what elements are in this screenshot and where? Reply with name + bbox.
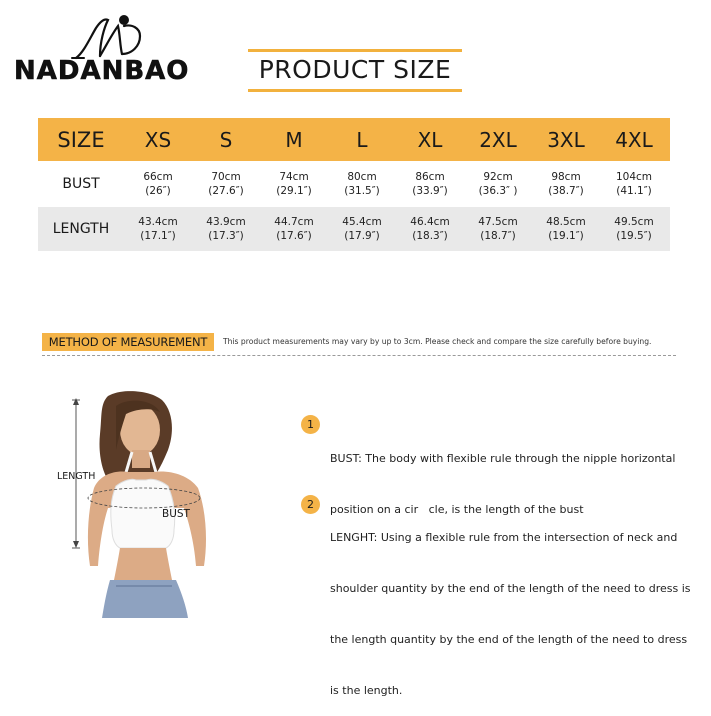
cell-cm: 44.7cm <box>274 216 314 228</box>
cell-in: (33.9″) <box>412 185 448 197</box>
header-size-xs: XS <box>144 127 172 152</box>
header-size-3xl: 3XL <box>547 127 585 152</box>
cell-cm: 49.5cm <box>614 216 654 228</box>
cell-in: (18.7″) <box>480 230 516 242</box>
cell-cm: 45.4cm <box>342 216 382 228</box>
cell-in: (38.7″) <box>548 185 584 197</box>
header-size-4xl: 4XL <box>615 127 653 152</box>
table-cell <box>600 207 668 251</box>
model-illustration <box>46 390 246 618</box>
cell-in: (17.9″) <box>344 230 380 242</box>
cell-in: (19.5″) <box>616 230 652 242</box>
cell-cm: 92cm <box>483 171 513 183</box>
table-cell <box>532 161 600 207</box>
cell-cm: 47.5cm <box>478 216 518 228</box>
page-title: PRODUCT SIZE <box>258 55 452 84</box>
cell-cm: 66cm <box>143 171 173 183</box>
instruction-line: LENGHT: Using a flexible rule from the intersection of neck and <box>330 531 678 544</box>
table-cell <box>464 161 532 207</box>
table-cell <box>532 207 600 251</box>
table-cell <box>328 161 396 207</box>
cell-in: (17.3″) <box>208 230 244 242</box>
title-rule-bottom <box>248 89 462 92</box>
cell-in: (41.1″) <box>616 185 652 197</box>
size-table <box>38 118 670 251</box>
cell-cm: 74cm <box>279 171 309 183</box>
table-cell <box>192 207 260 251</box>
table-cell <box>396 207 464 251</box>
table-cell <box>192 161 260 207</box>
cell-cm: 70cm <box>211 171 241 183</box>
table-row-bust <box>38 161 670 207</box>
table-cell <box>328 207 396 251</box>
row-label-length: LENGTH <box>52 221 110 237</box>
table-cell <box>260 161 328 207</box>
length-label: LENGTH <box>57 471 96 482</box>
table-cell <box>396 161 464 207</box>
brand-logo-icon <box>70 12 148 62</box>
table-cell <box>600 161 668 207</box>
cell-cm: 43.4cm <box>138 216 178 228</box>
cell-cm: 86cm <box>415 171 445 183</box>
cell-in: (36.3″ ) <box>478 185 518 197</box>
table-cell <box>124 207 192 251</box>
cell-in: (17.6″) <box>276 230 312 242</box>
cell-cm: 46.4cm <box>410 216 450 228</box>
dashed-divider <box>42 355 676 356</box>
table-cell <box>464 207 532 251</box>
table-cell <box>260 207 328 251</box>
cell-cm: 43.9cm <box>206 216 246 228</box>
header-size-xl: XL <box>417 127 443 152</box>
cell-cm: 48.5cm <box>546 216 586 228</box>
bust-label: BUST <box>162 508 190 520</box>
cell-in: (17.1″) <box>140 230 176 242</box>
table-header-row <box>38 118 670 161</box>
method-note: This product measurements may vary by up to 3cm. Please check and compare the size carefully before buying. <box>223 337 652 346</box>
cell-in: (29.1″) <box>276 185 312 197</box>
cell-cm: 98cm <box>551 171 581 183</box>
table-cell <box>124 161 192 207</box>
instruction-line: BUST: The body with flexible rule through the nipple horizontal <box>330 452 676 465</box>
header-size-s: S <box>219 127 233 152</box>
brand-logo-text: NADANBAO <box>14 56 190 86</box>
instruction-line: is the length. <box>330 684 403 697</box>
cell-in: (27.6″) <box>208 185 244 197</box>
step-number-badge: 1 <box>301 415 320 434</box>
instruction-length <box>330 495 691 716</box>
instruction-line: the length quantity by the end of the length of the need to dress <box>330 633 688 646</box>
row-label-bust: BUST <box>62 176 100 192</box>
method-title: METHOD OF MEASUREMENT <box>42 333 214 351</box>
title-rule-top <box>248 49 462 52</box>
header-size-l: L <box>356 127 368 152</box>
cell-in: (26″) <box>145 185 171 197</box>
cell-in: (31.5″) <box>344 185 380 197</box>
header-size-m: M <box>285 127 303 152</box>
cell-in: (19.1″) <box>548 230 584 242</box>
cell-in: (18.3″) <box>412 230 448 242</box>
step-number-badge: 2 <box>301 495 320 514</box>
cell-cm: 80cm <box>347 171 377 183</box>
instruction-line: position on a cir cle, is the length of the bust <box>330 503 584 516</box>
header-size-label: SIZE <box>57 127 105 152</box>
cell-cm: 104cm <box>615 171 653 183</box>
instruction-line: shoulder quantity by the end of the length of the need to dress is <box>330 582 691 595</box>
header-size-2xl: 2XL <box>479 127 517 152</box>
table-row-length <box>38 207 670 251</box>
